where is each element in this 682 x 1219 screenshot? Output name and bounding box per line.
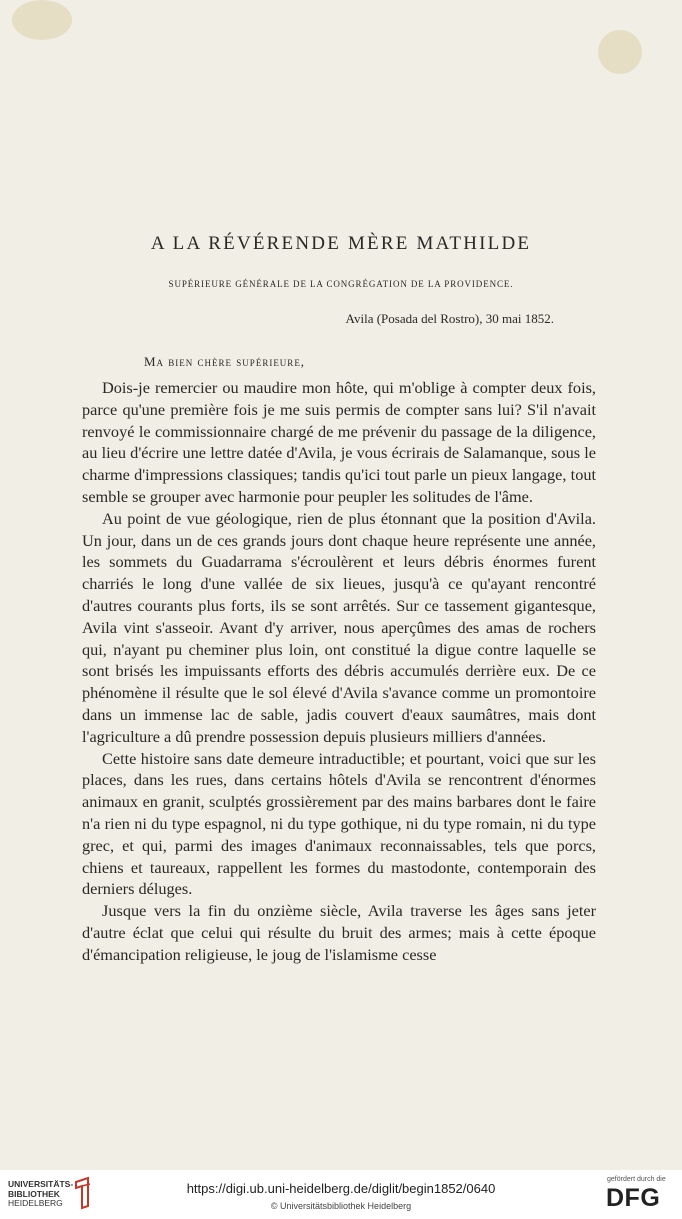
paragraph: Au point de vue géologique, rien de plus étonnant que la position d'Avila. Un jour, dans un de ces grands jours dont chaque heure représente une année, les sommets du Guadarrama s'écroulèrent et leurs débris énormes furent charriés le long d'une vallée de six lieues, jusqu'à ce qu'ayant rencontré d'autres courants plus forts, ils se sont arrêtés. Sur ce tassement gigantesque, Avila vint s'asseoir. Avant d'y arriver, nous aperçûmes des amas de rochers qui, n'ayant pu cheminer plus loin, ont constitué la digue contre laquelle se sont brisés les impuissants efforts des débris accumulés derrière eux. De ce phénomène il résulte que le sol élevé d'Avila s'avance comme un promontoire dans un immense lac de sable, jadis couvert d'eaux saumâtres, mais dont l'agriculture a dû prendre possession depuis plusieurs milliers d'années. [82,508,596,746]
funder-logo[interactable]: DFG [606,1184,661,1212]
paper-stain [598,30,642,74]
paragraph: Cette histoire sans date demeure intraductible; et pourtant, voici que sur les places, dans les rues, dans certains hôtels d'Avila se rencontrent d'énormes animaux en granit, sculptés grossièrement par des mains barbares dont le faire n'a rien ni du type espagnol, ni du type gothique, ni du type romain, ni du type grec, et qui, parmi des images d'animaux reconnaissables, tels que porcs, chiens et taureaux, rappellent les formes du mastodonte, contemporain des derniers déluges. [82,748,596,899]
letter-dateline: Avila (Posada del Rostro), 30 mai 1852. [345,311,554,326]
letter-body [82,377,596,966]
paper-stain [12,0,72,40]
copyright-notice: © Universitätsbibliothek Heidelberg [270,1201,412,1211]
viewer-footer [0,1170,682,1219]
letter-title: A LA RÉVÉRENDE MÈRE MATHILDE [150,233,532,254]
permalink-url[interactable]: https://digi.ub.uni-heidelberg.de/diglit/begin1852/0640 [186,1181,496,1196]
letter-salutation: Ma bien chère supérieure, [144,354,306,369]
funder-note: gefördert durch die [607,1176,666,1183]
letter-subtitle: SUPÉRIEURE GÉNÉRALE DE LA CONGRÉGATION DE LA PROVIDENCE. [168,279,514,289]
library-name-line: UNIVERSITÄTS- [8,1179,74,1189]
paragraph: Jusque vers la fin du onzième siècle, Avila traverse les âges sans jeter d'autre éclat que celui qui résulte du bruit des armes; mais à cette époque d'émancipation religieuse, le joug de l'islamisme cesse [82,901,596,964]
paragraph: Dois-je remercier ou maudire mon hôte, qui m'oblige à compter deux fois, parce qu'une première fois je me suis permis de compter sans lui? S'il n'avait renvoyé le commissionnaire chargé de me prévenir du passage de la diligence, au lieu d'écrire une lettre datée d'Avila, je vous écrirais de Salamanque, sous le charme d'impressions classiques; tandis qu'ici tout parle un pieux langage, tout semble se grouper avec harmonie pour peupler les solitudes de l'âme. [82,378,596,506]
library-name-line: HEIDELBERG [8,1198,63,1208]
library-name-line: BIBLIOTHEK [8,1188,60,1199]
